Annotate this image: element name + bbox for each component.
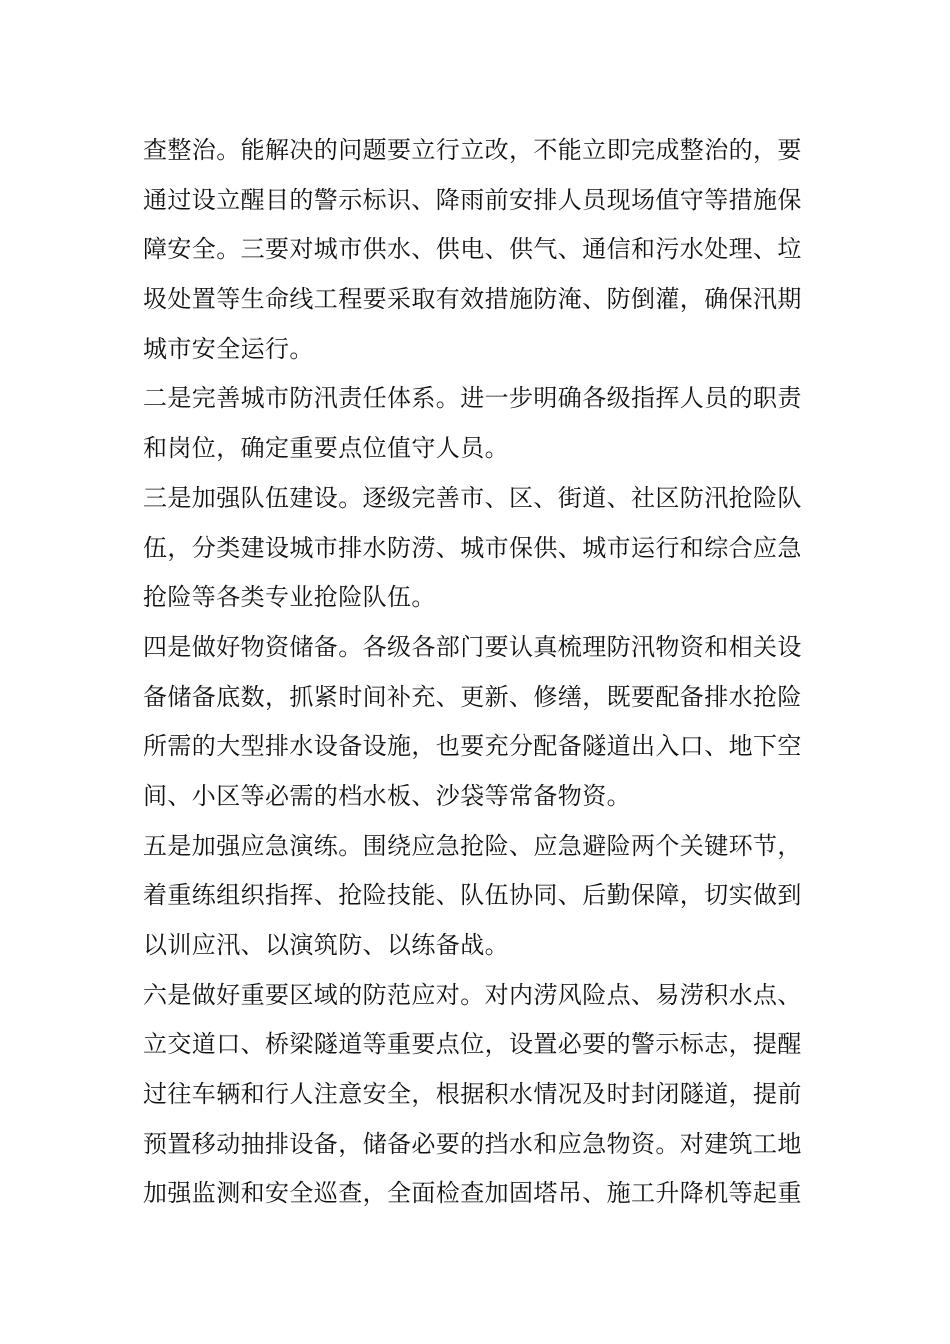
text-line: 着重练组织指挥、抢险技能、队伍协同、后勤保障，切实做到	[143, 881, 802, 910]
document-body	[143, 126, 813, 1219]
text-line: 所需的大型排水设备设施，也要充分配备隧道出入口、地下空	[143, 732, 802, 761]
text-line: 以训应汛、以演筑防、以练备战。	[143, 931, 509, 959]
text-line: 四是做好物资储备。各级各部门要认真梳理防汛物资和相关设	[143, 632, 802, 661]
text-line: 城市安全运行。	[143, 334, 314, 363]
text-line: 查整治。能解决的问题要立行立改，不能立即完成整治的，要	[143, 136, 802, 164]
text-line: 和岗位，确定重要点位值守人员。	[143, 434, 509, 463]
text-line: 伍，分类建设城市排水防涝、城市保供、城市运行和综合应急	[143, 533, 802, 562]
text-line: 备储备底数，抓紧时间补充、更新、修缮，既要配备排水抢险	[143, 682, 802, 711]
text-line: 六是做好重要区域的防范应对。对内涝风险点、易涝积水点、	[143, 980, 802, 1009]
text-line: 通过设立醒目的警示标识、降雨前安排人员现场值守等措施保	[143, 185, 802, 214]
text-line: 二是完善城市防汛责任体系。进一步明确各级指挥人员的职责	[143, 384, 802, 413]
text-line: 三是加强队伍建设。逐级完善市、区、街道、社区防汛抢险队	[143, 483, 802, 512]
text-line: 立交道口、桥梁隧道等重要点位，设置必要的警示标志，提醒	[143, 1030, 802, 1059]
text-line: 间、小区等必需的档水板、沙袋等常备物资。	[143, 781, 631, 810]
text-line: 过往车辆和行人注意安全，根据积水情况及时封闭隧道，提前	[143, 1080, 802, 1109]
text-line: 预置移动抽排设备，储备必要的挡水和应急物资。对建筑工地	[143, 1129, 802, 1158]
text-line: 障安全。三要对城市供水、供电、供气、通信和污水处理、垃	[143, 235, 802, 264]
text-line: 圾处置等生命线工程要采取有效措施防淹、防倒灌，确保汛期	[143, 285, 802, 314]
text-line: 加强监测和安全巡查，全面检查加固塔吊、施工升降机等起重	[143, 1179, 802, 1208]
text-line: 抢险等各类专业抢险队伍。	[143, 583, 436, 612]
text-line: 五是加强应急演练。围绕应急抢险、应急避险两个关键环节，	[143, 831, 802, 860]
